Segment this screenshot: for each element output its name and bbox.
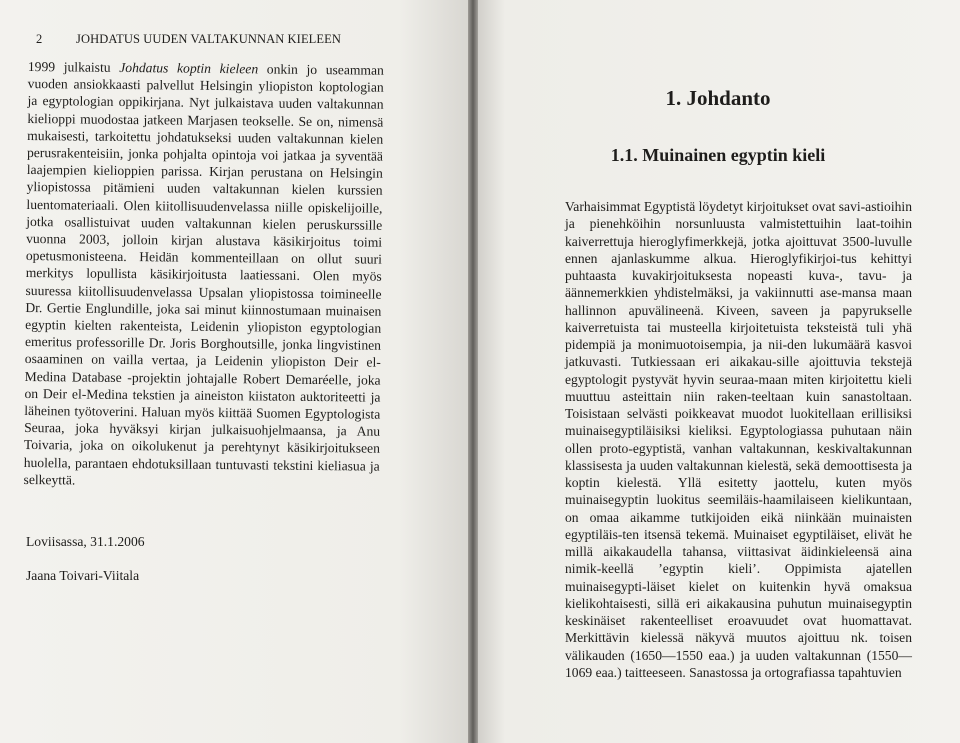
foreword-text-start: 1999 julkaistu xyxy=(27,58,120,75)
chapter-title: 1. Johdanto xyxy=(665,86,771,110)
section-paragraph: Varhaisimmat Egyptistä löydetyt kirjoitukset ovat savi-astioihin ja pienehköihin norsunluusta valmistettuihin laat-toihin kaiverrettuja hieroglyfimerkkejä, jotka ajoittuvat 3500-luvulle ennen ajanlaskumme alkua. Hieroglyfikirjoi-tus kehittyi puhtaasta kuvakirjoituksesta nopeasti kuva-, tavu- ja äännemerkkien yhdistelmäksi, ja vakiinnutti ase-mansa maan hallinnon apuvälineenä. Kiveen, saveen ja papyrukselle kaiverretuista tai musteella kirjoitetuista teksteistä tuli yhä pidempiä ja monimuotoisempia, ja nii-den lukumäärä kasvoi jatkuvasti. Tutkiessaan eri aikakau-sille ajoittuvia tekstejä egyptologit pystyvät hyvin seuraa-maan miten kirjoitettu kieli muuttuu asteittain niin raken-teeltaan kuin sanastoltaan. Toisistaan selvästi poikkeavat muodot luokitellaan erillisiksi muinaisegyptiläisiksi kieliksi. Egyptologiassa puhutaan näin ollen proto-egyptistä, vanhan valtakunnan, keskivaltakunnan klassisesta ja uuden valtakunnan kielestä, sekä demoottisesta ja koptin kielestä. Yllä esitetty jaottelu, kuten myös muinaisegyptin luokitus seemiläis-haamilaiseen kielikuntaan, on omaa aikamme tutkijoiden eikä niinkään muinaisten egyptiläis-ten itsensä tekemä. Muinaiset egyptiläiset, elivät he millä aikakaudella tahansa, viittasivat äidinkieleensä aina nimik-keellä ’egyptin kieli’. Oppimista ajatellen muinaisegypti-läiset kielet on kuitenkin hyvä omaksua kielikohtaisesti, sillä eri aikakausina puhutun muinaisegyptin keskinäiset rakenteelliset eroavuudet ovat huomattavat. Merkittävin kielessä näkyvä muutos ajoittuu nk. toisen välikauden (1650—1550 eaa.) ja uuden valtakunnan (1550—1069 eaa.) taitteeseen. Sanastossa ja ortografiassa tapahtuvien xyxy=(565,199,912,680)
section-body xyxy=(565,198,912,681)
foreword-text-rest: onkin jo useamman vuoden ansiokkaasti palvellut Helsingin yliopiston koptologian ja egyptologian oppikirjana. Nyt julkaistava uuden valtakunnan kielioppi muodostaa jatkeen Marjasen teokselle. Se on, nimensä mukaisesti, tarkoitettu johdatukseksi uuden valtakunnan kielen perusrakenteisiin, jonka pohjalta opintoja voi jatkaa ja syventää laajempien kielioppien parissa. Kirjan perustana on Helsingin yliopistossa pitämieni uuden valtakunnan kielen kurssien luentomateriaali. Olen kiitollisuudenvelassa niille opiskelijoille, jotka osallistuivat uuden valtakunnan kielen peruskurssille vuonna 2003, jolloin kirjan alustava käsikirjoitus toimi opetusmonisteena. Heidän kommenteillaan on ollut suuri merkitys lopullista käsikirjoitusta laatiessani. Olen myös suuressa kiitollisuudenvelassa Upsalan yliopistossa toimineelle Dr. Gertie Englundille, joka sai minut kiinnostumaan muinaisen egyptin kielten rakenteista, Leidenin yliopiston egyptologian emeritus professorille Dr. Joris Borghoutsille, jonka lingvistinen osaaminen on vailla vertaa, ja Leidenin yliopiston Deir el-Medina Database -projektin johtajalle Robert Demarée​lle, joka on Deir el-Medina tekstien ja aineiston kiistaton auktoriteetti ja läheinen työtoverini. Haluan myös kiittää Suomen Egyptologista Seuraa, joka hyväksyi kirjan julkaisuohjelmaansa, ja Anu Toivaria, joka on oikolukenut ja perehtynyt käsikirjoitukseen huolella, parantaen ehdotuksillaan tuntuvasti tekstini kieliasua ja selkeyttä. xyxy=(23,61,384,488)
book-title-italic: Johdatus koptin kieleen xyxy=(119,59,259,77)
page-number: 2 xyxy=(36,32,43,46)
book-gutter xyxy=(468,0,478,743)
running-head xyxy=(36,32,456,47)
author-signature: Jaana Toivari-Viitala xyxy=(26,568,140,583)
running-head-title: JOHDATUS UUDEN VALTAKUNNAN KIELEEN xyxy=(76,32,342,46)
foreword-body xyxy=(23,58,383,492)
foreword-paragraph xyxy=(23,58,383,492)
section-title: 1.1. Muinainen egyptin kieli xyxy=(610,145,826,165)
place-date: Loviisassa, 31.1.2006 xyxy=(26,534,145,549)
